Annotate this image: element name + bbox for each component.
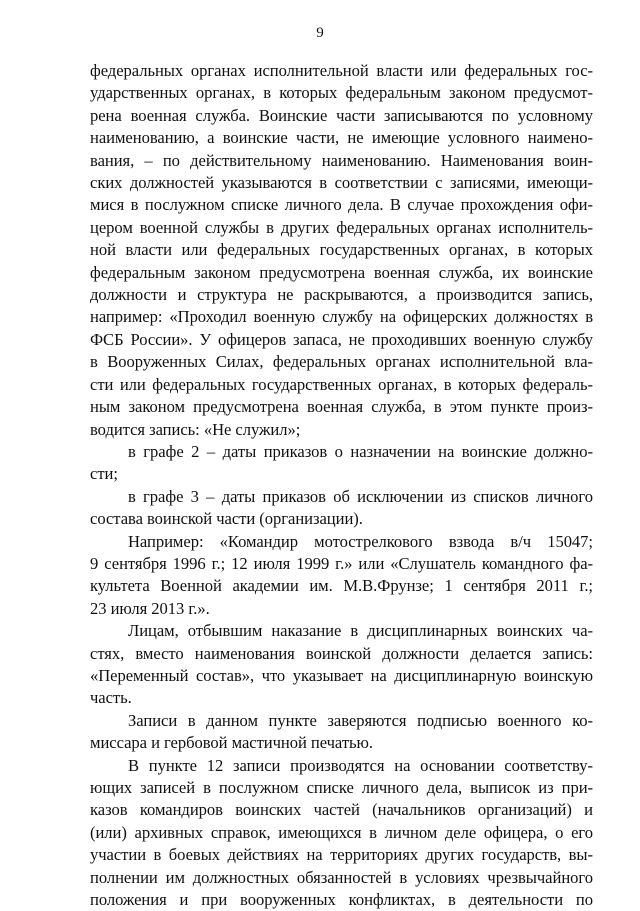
text-line: Записи в данном пункте заверяются подписью военного ко- <box>128 710 593 730</box>
paragraph <box>90 441 593 486</box>
text-line: культета Военной академии им. М.В.Фрунзе; 1 сентября 2011 г.; <box>90 576 593 596</box>
page-number: 9 <box>316 25 324 41</box>
text-line: полнении им должностных обязанностей в условиях чрезвычайного <box>90 867 593 887</box>
paragraph <box>90 486 593 531</box>
text-line: вания, – по действительному наименованию. Наименования воин- <box>90 150 593 170</box>
text-line: должности и структура не раскрываются, а производится запись, <box>90 285 593 305</box>
paragraph <box>90 620 593 710</box>
text-line: В пункте 12 записи производятся на основании соответству- <box>128 755 593 775</box>
text-line: стях, вместо наименования воинской должности делается запись: <box>90 643 593 663</box>
text-line: рена военная служба. Воинские части записываются по условному <box>90 105 593 125</box>
paragraph <box>90 710 593 755</box>
text-line: в графе 2 – даты приказов о назначении на воинские должно- <box>128 441 593 461</box>
text-line: участии в боевых действиях на территориях других государств, вы- <box>90 845 593 865</box>
text-line: (или) архивных справок, имеющихся в личном деле офицера, о его <box>90 822 593 842</box>
text-line: ющих записей в послужном списке личного дела, выписок из при- <box>90 778 593 797</box>
text-line: ным законом предусмотрена военная служба, в этом пункте произ- <box>90 397 593 417</box>
text-line: положения и при вооруженных конфликтах, в деятельности по <box>90 890 593 910</box>
text-line: Лицам, отбывшим наказание в дисциплинарных воинских ча- <box>128 621 593 641</box>
text-line: водится запись: «Не служил»; <box>90 419 301 439</box>
body-text <box>90 60 593 911</box>
text-line: ФСБ России». У офицеров запаса, не проходивших военную службу <box>90 329 593 349</box>
paragraph <box>90 531 593 621</box>
text-line: ударственных органах, в которых федеральным законом предусмот- <box>90 83 593 103</box>
text-line: цером военной службы в других федеральных органах исполнитель- <box>90 217 593 237</box>
text-line: Например: «Командир мотострелкового взвода в/ч 15047; <box>128 531 593 551</box>
text-line: состава воинской части (организации). <box>90 509 363 529</box>
text-line: наименованию, а воинские части, не имеющие условного наимено- <box>90 128 593 148</box>
text-line: например: «Проходил военную службу на офицерских должностях в <box>90 307 593 327</box>
text-line: в Вооруженных Силах, федеральных органах исполнительной вла- <box>90 352 593 372</box>
text-line: «Переменный состав», что указывает на дисциплинарную воинскую <box>90 665 593 685</box>
text-line: 23 июля 2013 г.». <box>90 598 210 618</box>
text-line: сти; <box>90 464 118 484</box>
text-line: ских должностей указываются в соответствии с записями, имеющи- <box>90 173 593 193</box>
text-line: часть. <box>90 688 132 708</box>
text-line: казов командиров воинских частей (начальников организаций) и <box>90 800 593 820</box>
text-line: федеральных органах исполнительной власти или федеральных гос- <box>90 61 593 80</box>
text-line: миссара и гербовой мастичной печатью. <box>90 733 373 753</box>
text-line: сти или федеральных государственных органах, в которых федераль- <box>90 374 593 394</box>
paragraph <box>90 755 593 911</box>
text-line: 9 сентября 1996 г.; 12 июля 1999 г.» или «Слушатель командного фа- <box>90 553 593 573</box>
paragraph <box>90 60 593 441</box>
text-line: ной власти или федеральных государственных органах, в которых <box>90 240 593 260</box>
text-line: федеральным законом предусмотрена военная служба, их воинские <box>90 262 593 282</box>
text-line: в графе 3 – даты приказов об исключении из списков личного <box>128 486 593 506</box>
text-line: мися в послужном списке личного дела. В случае прохождения офи- <box>90 195 593 215</box>
